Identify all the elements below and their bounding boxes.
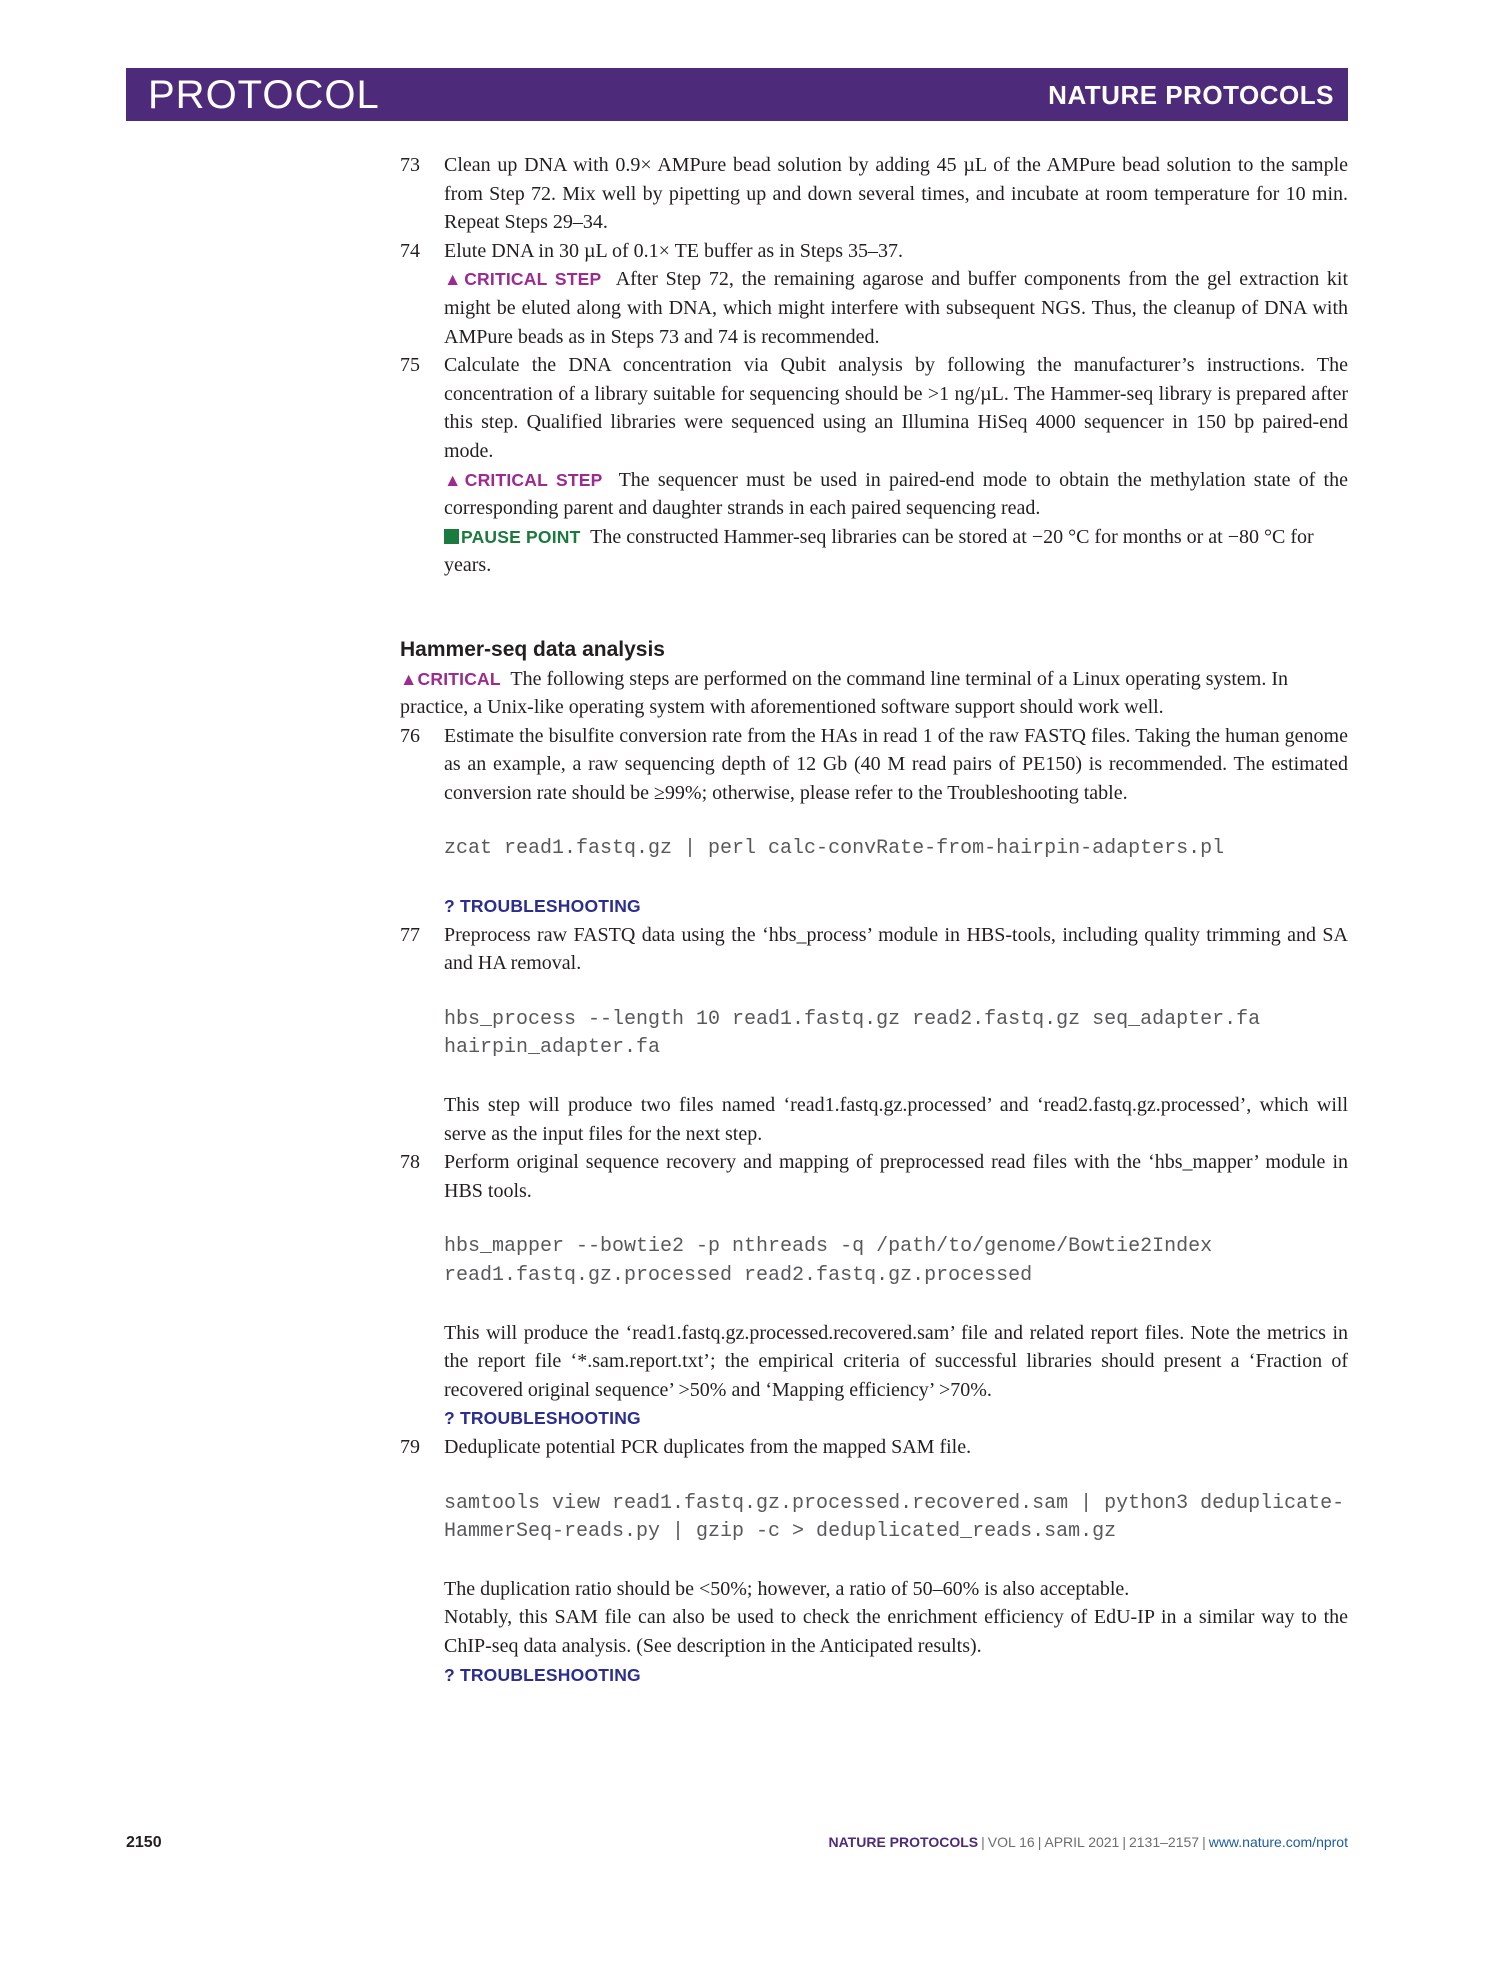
footer-separator: | bbox=[981, 1834, 985, 1850]
critical-step-label: ▲CRITICAL STEP bbox=[444, 269, 602, 290]
section-critical-note bbox=[400, 665, 1348, 722]
step-number: 73 bbox=[400, 154, 420, 176]
header-journal-name: NATURE PROTOCOLS bbox=[1048, 80, 1334, 110]
step-number: 79 bbox=[400, 1435, 420, 1458]
critical-step-label: ▲CRITICAL STEP bbox=[444, 469, 603, 490]
step-text: Perform original sequence recovery and mapping of preprocessed read files with the ‘hbs_mapper’ module in HBS tools. bbox=[444, 1151, 1348, 1202]
step-followup-text: This will produce the ‘read1.fastq.gz.processed.recovered.sam’ file and related report files. Note the metrics in the report file ‘*.sam.report.txt’; the empirical criteria of successful libraries should present a ‘Fraction of recovered original sequence’ >50% and ‘Mapping efficiency’ >70%. bbox=[444, 1321, 1348, 1401]
troubleshooting-link[interactable]: ? TROUBLESHOOTING bbox=[444, 896, 641, 917]
pause-point-note bbox=[444, 523, 1348, 580]
code-block: zcat read1.fastq.gz | perl calc-convRate-from-hairpin-adapters.pl bbox=[444, 837, 1225, 861]
step-followup-text: The duplication ratio should be <50%; however, a ratio of 50–60% is also acceptable. bbox=[444, 1577, 1130, 1600]
footer-volume: VOL 16 bbox=[987, 1834, 1035, 1850]
critical-step-text: After Step 72, the remaining agarose and buffer components from the gel extraction kit might be eluted along with DNA, which might interfere with subsequent NGS. Thus, the cleanup of DNA with AMPure beads as in Steps 73 and 74 is recommended. bbox=[444, 268, 1349, 348]
header-bar bbox=[126, 68, 1348, 121]
step-text: Calculate the DNA concentration via Qubit analysis by following the manufacturer’s instructions. The concentration of a library suitable for sequencing should be >1 ng/µL. The Hammer-seq library is prepared after this step. Qualified libraries were sequenced using an Illumina HiSeq 4000 sequencer in 150 bp paired-end mode. bbox=[444, 354, 1348, 462]
footer-pages: 2131–2157 bbox=[1128, 1834, 1200, 1850]
step-text: Estimate the bisulfite conversion rate from the HAs in read 1 of the raw FASTQ files. Taking the human genome as an example, a raw sequencing depth of 12 Gb (40 M read pairs of PE150) is recommended. The estimated conversion rate should be ≥99%; otherwise, please refer to the Troubleshooting table. bbox=[444, 724, 1348, 804]
header-article-type: PROTOCOL bbox=[148, 73, 380, 117]
step-followup-text: Notably, this SAM file can also be used to check the enrichment efficiency of EdU-IP in a similar way to the ChIP-seq data analysis. (See description in the Anticipated results). bbox=[444, 1606, 1348, 1657]
footer-url-link[interactable]: www.nature.com/nprot bbox=[1208, 1834, 1348, 1850]
pause-point-label: PAUSE POINT bbox=[461, 526, 581, 547]
step-text: Preprocess raw FASTQ data using the ‘hbs_process’ module in HBS-tools, including quality trimming and SA and HA removal. bbox=[444, 923, 1348, 975]
critical-step-note bbox=[444, 265, 1348, 351]
step-text: Clean up DNA with 0.9× AMPure bead solution by adding 45 µL of the AMPure bead solution to the sample from Step 72. Mix well by pipetting up and down several times, and incubate at room temperature for 10 min. Repeat Steps 29–34. bbox=[444, 154, 1348, 234]
footer-separator: | bbox=[1202, 1834, 1206, 1850]
code-block: hbs_process --length 10 read1.fastq.gz read2.fastq.gz seq_adapter.fa hairpin_adapter.fa bbox=[444, 1007, 1273, 1060]
step-73 bbox=[400, 151, 1348, 237]
page-footer bbox=[126, 1834, 1348, 1858]
footer-citation bbox=[829, 1834, 1349, 1850]
troubleshooting-link[interactable]: ? TROUBLESHOOTING bbox=[444, 1664, 641, 1685]
troubleshooting-link[interactable]: ? TROUBLESHOOTING bbox=[444, 1408, 641, 1429]
step-number: 75 bbox=[400, 354, 420, 377]
critical-label: ▲CRITICAL bbox=[400, 668, 501, 689]
page-number: 2150 bbox=[126, 1834, 162, 1851]
footer-date: APRIL 2021 bbox=[1044, 1834, 1120, 1850]
step-76 bbox=[400, 722, 1348, 921]
code-block: samtools view read1.fastq.gz.processed.recovered.sam | python3 deduplicate-HammerSeq-reads.py | gzip -c > deduplicated_reads.sam.gz bbox=[444, 1491, 1345, 1544]
step-79 bbox=[400, 1433, 1348, 1689]
step-text: Deduplicate potential PCR duplicates from the mapped SAM file. bbox=[444, 1435, 972, 1458]
step-78 bbox=[400, 1148, 1348, 1433]
step-text: Elute DNA in 30 µL of 0.1× TE buffer as in Steps 35–37. bbox=[444, 239, 904, 262]
page-content bbox=[400, 151, 1348, 1689]
footer-separator: | bbox=[1122, 1834, 1126, 1850]
step-74 bbox=[400, 237, 1348, 351]
step-75 bbox=[400, 351, 1348, 580]
step-number: 77 bbox=[400, 923, 420, 946]
footer-journal: NATURE PROTOCOLS bbox=[828, 1834, 979, 1850]
section-heading: Hammer-seq data analysis bbox=[400, 637, 665, 661]
pause-point-text: The constructed Hammer-seq libraries can be stored at −20 °C for months or at −80 °C for years. bbox=[444, 525, 1314, 577]
critical-step-text: The sequencer must be used in paired-end mode to obtain the methylation state of the corresponding parent and daughter strands in each paired sequencing read. bbox=[444, 468, 1348, 520]
pause-point-icon bbox=[444, 529, 459, 544]
step-number: 78 bbox=[400, 1151, 420, 1174]
critical-step-note bbox=[444, 466, 1348, 523]
code-block: hbs_mapper --bowtie2 -p nthreads -q /path/to/genome/Bowtie2Index read1.fastq.gz.processed read2.fastq.gz.processed bbox=[444, 1235, 1225, 1287]
critical-text: The following steps are performed on the command line terminal of a Linux operating system. In practice, a Unix-like operating system with aforementioned software support should work well. bbox=[400, 667, 1288, 719]
step-followup-text: This step will produce two files named ‘read1.fastq.gz.processed’ and ‘read2.fastq.gz.processed’, which will serve as the input files for the next step. bbox=[444, 1094, 1348, 1145]
step-number: 74 bbox=[400, 239, 420, 262]
step-77 bbox=[400, 921, 1348, 1149]
footer-separator: | bbox=[1037, 1834, 1042, 1850]
step-number: 76 bbox=[400, 724, 420, 747]
